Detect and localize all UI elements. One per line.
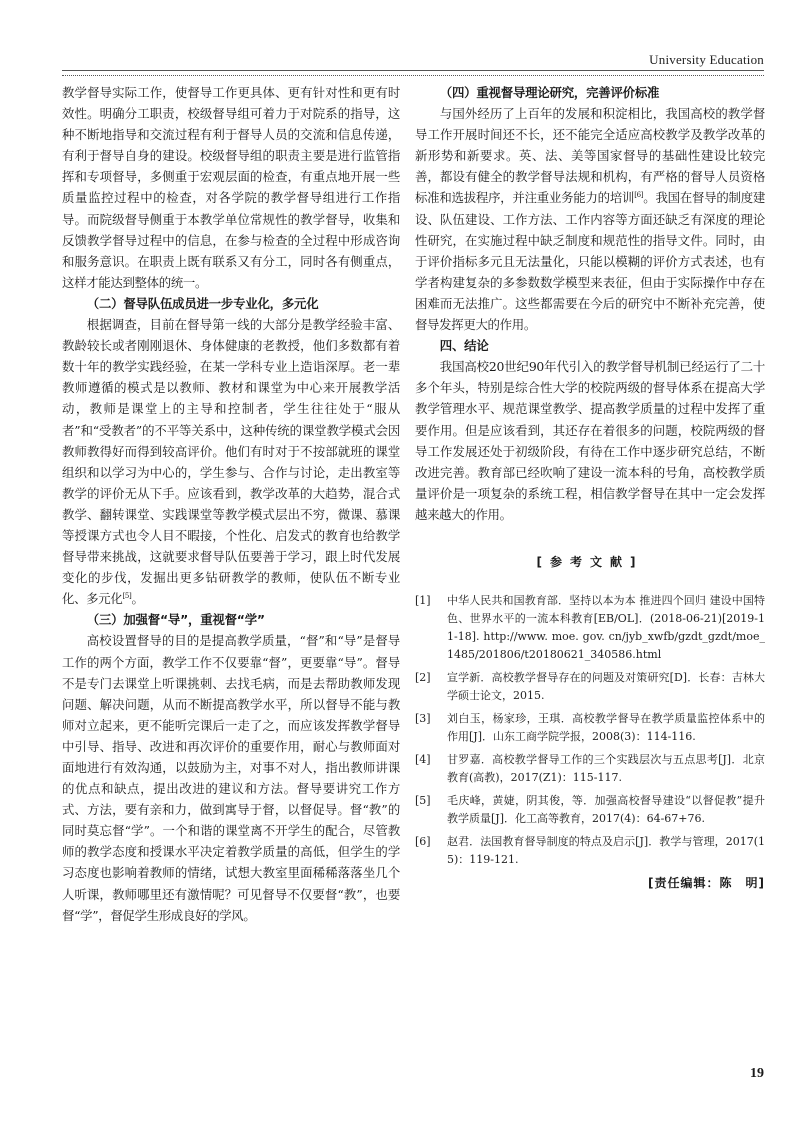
paragraph-text: 与国外经历了上百年的发展和积淀相比，我国高校的教学督导工作开展时间还不长，还不能完全适应高校教学及教学改革的新形势和新要求。英、法、美等国家督导的基础性建设比较完善，都设有健全的教学督导法规和机构，有严格的督导人员资格标准和选拔程序，并注重业务能力的培训 bbox=[415, 106, 765, 206]
paragraph-text: 根据调查，目前在督导第一线的大部分是教学经验丰富、教龄较长或者刚刚退休、身体健康的老教授，他们多数都有着数十年的教学实践经验，在某一学科专业上造诣深厚。老一辈教师遵循的模式是以教师、教材和课堂为中心来开展教学活动，教师是课堂上的主导和控制者，学生往往处于“服从者”和“受教者”的不平等关系中，这种传统的课堂教学模式会因教师教得好而得到较高评价。他们有时对于不按部就班的课堂组织和以学习为中心的，学生参与、合作与讨论，走出教室等教学的评价无从下手。应该看到，教学改革的大趋势，混合式教学、翻转课堂、实践课堂等教学模式层出不穷，微课、慕课等授课方式也令人目不暇接，个性化、启发式的教育也给教学督导带来挑战，这就要求督导队伍要善于学习，跟上时代发展变化的步伐，发掘出更多钻研教学的教师，使队伍不断专业化、多元化 bbox=[62, 317, 400, 607]
paragraph: 教学督导实际工作，使督导工作更具体、更有针对性和更有时效性。明确分工职责，校级督导组可着力于对院系的指导，这种不断地指导和交流过程有利于督导人员的交流和信息传递，有利于督导自身的建设。校级督导组的职责主要是进行监管指挥和专项督导，多侧重于宏观层面的检查，有重点地开展一些质量监控过程中的检查，对各学院的教学督导组进行工作指导。而院级督导侧重于本教学单位常规性的教学督导，收集和反馈教学督导过程中的信息，在参与检查的全过程中形成咨询和服务意识。在职责上既有联系又有分工，同时各有侧重点，这样才能达到整体的统一。 bbox=[62, 85, 400, 290]
reference-number: [4] bbox=[415, 752, 431, 766]
reference-text: 刘白玉，杨家珍，王琪．高校教学督导在教学质量监控体系中的作用[J]．山东工商学院学报，2008(3)：114-116. bbox=[447, 711, 765, 743]
paragraph: 我国高校20世纪90年代引入的教学督导机制已经运行了二十多个年头，特别是综合性大学的校院两级的督导体系在提高大学教学管理水平、规范课堂教学、提高教学质量的过程中发挥了重要作用。但是应该看到，其还存在着很多的问题，校院两级的督导工作发展还处于初级阶段，有待在工作中逐步研究总结，不断改进完善。教育部已经吹响了建设一流本科的号角，高校教学质量评价是一项复杂的系统工程，相信教学督导在其中一定会发挥越来越大的作用。 bbox=[415, 359, 765, 522]
section-heading: （二）督导队伍成员进一步专业化，多元化 bbox=[86, 295, 319, 311]
header-rule bbox=[62, 70, 764, 76]
conclusion-heading: 四、结论 bbox=[439, 338, 489, 354]
paragraph-end: 。 bbox=[131, 591, 144, 607]
reference-number: [3] bbox=[415, 711, 431, 725]
reference-number: [2] bbox=[415, 670, 431, 684]
reference-number: [5] bbox=[415, 793, 431, 807]
citation-mark: [5] bbox=[122, 592, 132, 601]
reference-item bbox=[415, 669, 765, 705]
reference-item bbox=[415, 592, 765, 664]
section-heading: （三）加强督“导”，重视督“学” bbox=[86, 612, 265, 628]
references-title: [参考文献] bbox=[536, 554, 644, 569]
reference-list bbox=[415, 592, 765, 869]
reference-item bbox=[415, 751, 765, 787]
paragraph: 高校设置督导的目的是提高教学质量，“督”和“导”是督导工作的两个方面，教学工作不仅要靠“督”，更要靠“导”。督导不是专门去课堂上听课挑刺、去找毛病，而是去帮助教师发现问题、解决问题，从而不断提高教学水平，所以督导不能与教师对立起来，更不能听完课后一走了之，而应该发挥教学督导中引导、指导、改进和再次评价的重要作用，耐心与教师面对面地进行有效沟通，以鼓励为主，对事不对人，指出教师讲课的优点和缺点，提出改进的建议和方法。督导要讲究工作方式、方法，要有亲和力，做到寓导于督，以督促导。督“教”的同时莫忘督“学”。一个和谐的课堂离不开学生的配合，尽管教师的教学态度和授课水平决定着教学质量的高低，但学生的学习态度也影响着教师的情绪，试想大教室里面稀稀落落坐几个人听课，教师哪里还有激情呢？可见督导不仅要督“教”，也要督“学”，督促学生形成良好的学风。 bbox=[62, 633, 400, 923]
reference-text: 中华人民共和国教育部．坚持以本为本 推进四个回归 建设中国特色、世界水平的一流本科教育[EB/OL]．(2018-06-21)[2019-11-18]. http://www. moe. gov. cn/jyb_xwfb/gzdt_gzdt/moe_1485/201806/t20180621_340586.html bbox=[447, 593, 765, 661]
paragraph-text-continued: 。我国在督导的制度建设、队伍建设、工作方法、工作内容等方面还缺乏有深度的理论性研究，在实施过程中缺乏制度和规范性的指导文件。同时，由于评价指标多元且无法量化，只能以模糊的评价方式表述，也有学者构建复杂的多参数数学模型来表征，但由于实际操作中存在困难而无法推广。这些都需要在今后的研究中不断补充完善，使督导发挥更大的作用。 bbox=[415, 190, 765, 333]
reference-text: 毛庆峰，黄婕，阴其俊，等．加强高校督导建设“以督促教”提升教学质量[J]．化工高等教育，2017(4)：64-67+76. bbox=[447, 793, 765, 825]
left-column bbox=[62, 82, 400, 926]
paragraph bbox=[62, 314, 400, 609]
reference-number: [6] bbox=[415, 834, 431, 848]
reference-item bbox=[415, 833, 765, 869]
reference-item bbox=[415, 792, 765, 828]
responsible-editor: [责任编辑：陈 明] bbox=[648, 875, 765, 890]
right-column bbox=[415, 82, 765, 891]
reference-number: [1] bbox=[415, 593, 431, 607]
journal-name: University Education bbox=[649, 52, 764, 67]
reference-item bbox=[415, 710, 765, 746]
reference-text: 赵君．法国教育督导制度的特点及启示[J]．教学与管理，2017(15)：119-121. bbox=[447, 834, 765, 866]
page-number: 19 bbox=[750, 1066, 764, 1081]
citation-mark: [6] bbox=[634, 191, 644, 200]
reference-text: 甘罗嘉．高校教学督导工作的三个实践层次与五点思考[J]．北京教育(高教)，2017(Z1)：115-117. bbox=[447, 752, 765, 784]
section-heading: （四）重视督导理论研究，完善评价标准 bbox=[439, 85, 660, 100]
paragraph bbox=[415, 103, 765, 335]
reference-text: 宣学新．高校教学督导存在的问题及对策研究[D]．长春：吉林大学硕士论文，2015. bbox=[447, 670, 765, 702]
